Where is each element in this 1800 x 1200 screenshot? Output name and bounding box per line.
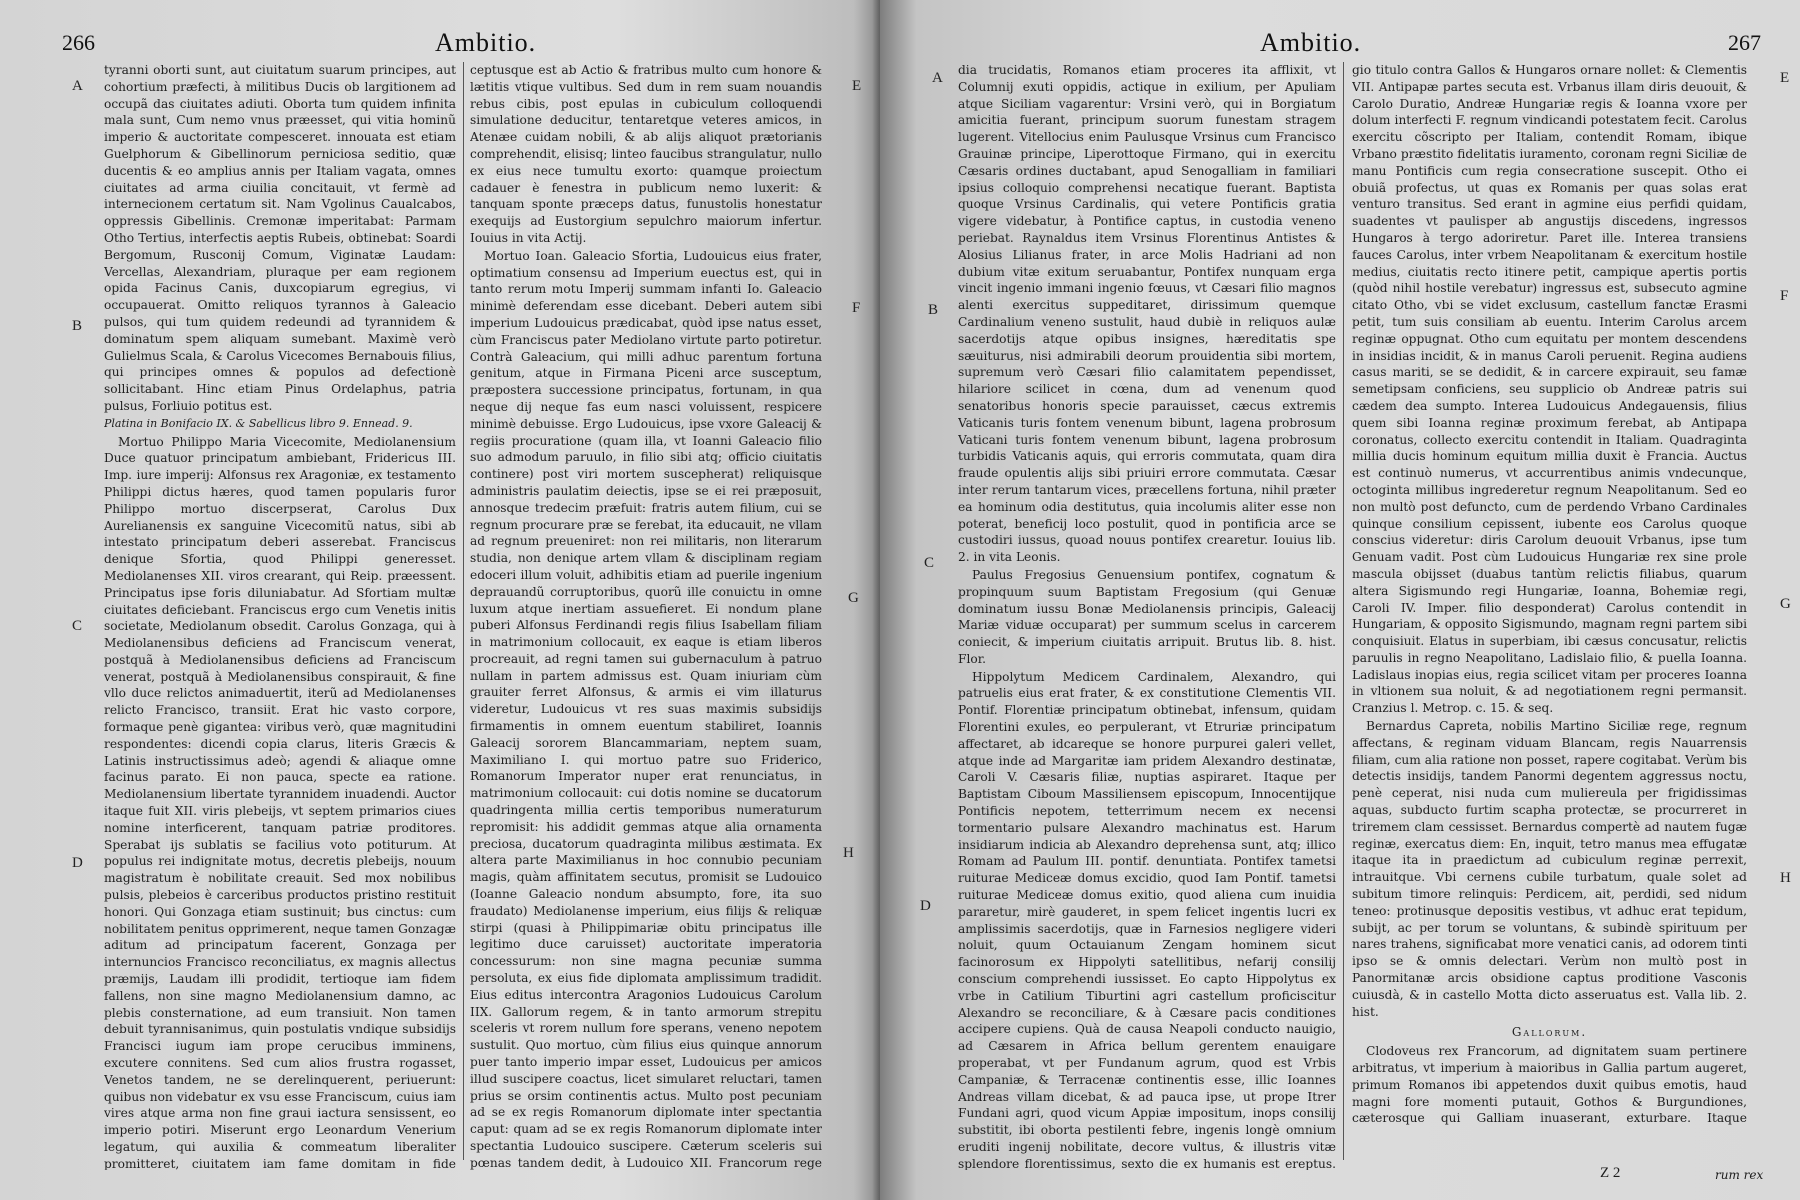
margin-letter-d: D <box>72 855 83 871</box>
margin-letter-b: B <box>928 302 939 318</box>
margin-letter-b: B <box>72 318 83 334</box>
catchword: rum rex <box>1715 1168 1764 1182</box>
margin-letter-h: H <box>1780 870 1791 886</box>
margin-letter-a: A <box>72 78 83 94</box>
signature-mark: Z 2 <box>1600 1165 1621 1181</box>
column-rule <box>1343 62 1344 1160</box>
right-column-2 <box>1352 62 1747 1130</box>
paragraph: Mortuo Philippo Maria Vicecomite, Mediolanensium Duce quatuor principatum ambiebant, Fridericus III. Imp. iure imperij: Alfonsus rex Aragoniæ, ex testamento Philippi dictus hæres, quod tamen popularis furor Philippo mortuo discerpserat, Carolus Dux Aurelianensis ex sanguine Vicecomitũ natus, sibi ab intestato principatum deberi asserebat. Franciscus denique Sfortia, quod Philippi generesset. Mediolanenses XII. viros crearant, qui Reip. præessent. Principatus ipse foris diluniabatur. Ad Sfortiam multæ ciuitates deficiebant. Franciscus ergo cum Venetis initis societate, Mediolanum obsedit. Carolus Gonzaga, qui à Mediolanensibus deficiens ad Franciscum venerat, postquã à Mediolanensibus deficiens ad Franciscum venerat, postquã à Mediolanensibus conspirauit, & fine vllo duce relictos animaduertit, iterũ ad Mediolanenses relicto Francisco, transiit. Erat hic vasto corpore, formaque penè gigantea: viribus verò, quæ magnitudini respondentes: dicendi copia clarus, literis Græcis & Latinis instructissimus adeò; agendi & aliaque omne facinus parato. Ei non pauca, specte ea ratione. Mediolanensium libertate tyrannidem inuadendi. Auctor itaque fuit XII. viris plebeijs, vt septem primarios ciues nomine interficerent, tanquam patriæ proditores. Sperabat ijs sublatis se facilius voto potiturum. At populus rei indignitate motus, decretis plebeijs, nouum magistratum è nobilitate creauit. Sed mox nobilibus pulsis, plebeios è carceribus productos pristino restituit honori. Qui Gonzaga etiam sustinuit; bus cinctus: cum nobilitatem penitus opprimerent, neque tamen Gonzagæ aditum ad principatum facerent, Gonzaga per internuncios Francisco reconciliatus, ex magnis allectus præmijs, Laudam illi prodidit, tertioque iam fidem fallens, non sine magno Mediolanensium damno, ac plebis consternatione, ad eum transiuit. Non tamen debuit tyrannisanimus, quin postulatis vndique subsidijs Francisci iugum iam prope cerucibus imminens, excutere connitens. Sed cum alios frustra rogasset, Venetos tandem, ne se derelinquerent, periuerunt: quibus non videbatur ex vsu esse Franciscum, cuius iam vires atque arma non fine graui iactura sensissent, eo imperio potiri. Miserunt ergo Leonardum Venerium legatum, qui auxilia & commeatum liberaliter promitteret, ciuitatem iam fame domitam in fide <box>104 434 456 1170</box>
paragraph: gio titulo contra Gallos & Hungaros ornare nollet: & Clementis VII. Antipapæ partes secuta est. Vrbanus illam diris deuouit, & Carolo Duratio, Andreæ Hungariæ regis & Ioanna vxore per dolum interfecti F. regnum vindicandi potestatem fecit. Carolus exercitu cõscripto per Italiam, contendit Romam, ibique Vrbano præstito fidelitatis iuramento, coronam regni Siciliæ de manu Pontificis cum regia consecratione suscepit. Otho ei obuiã profectus, ut quas ex Romanis per quas solas erat venturo transitus. Sed erant in agmine eius perfidi quidam, suadentes vt paulisper ab angustijs discedens, ingressos Hungaros à tergo adoriretur. Paret ille. Interea transiens fauces Carolus, inter vrbem Neapolitanam & exercitum hostile medius, ciuitatis recto itinere petit, campique apertis portis (quòd nihil hostile verebatur) ingressus est, subsecuto agmine citato Otho, vbi se videt exclusum, castellum fanctæ Erasmi petit, tum suis consiliam ab euentu. Interim Carolus arcem reginæ oppugnat. Otho cum equitatu per montem descendens in insidias incidit, & in manus Caroli peruenit. Regina audiens casus mariti, se se dedidit, & in carcere expirauit, seu famæ semetipsam conficiens, seu supplicio ob Andreæ patris sui cædem dea sumpto. Interea Ludouicus Andegauensis, filius quem sibi Ioanna reginæ proximum ferebat, ab Antipapa coronatus, collecto exercitu contendit in Italiam. Quadraginta millia ducis hominum equitum millia duxit è Francia. Auctus est continuò numerus, vt accurrentibus animis vndecunque, octoginta millibus ingrederetur regnum Neapolitanum. Sed eo non multò post defuncto, cum de perdendo Vrbano Cardinales quinque consilium cepissent, iubente eos Carolus quoque conscius videretur: diris Carolum deuouit Vrbanus, ipse tum Genuam vadit. Post cùm Ludouicus Hungariæ rex sine prole mascula obijsset (duabus tantùm relictis filiabus, quarum altera Sigismundo regi Hungariæ, Ioanna, Bohemiæ regi, Caroli IV. Imper. filio desponderat) Carolus contendit in Hungariam, & opposito Sigismundo, magnam regni partem sibi conquisiuit. Elatus in superbiam, ibi cæsus concusatur, relictis paruulis in regno Neapolitano, Ladislaio filio, & puella Ioanna. Ladislaus inopias eius, regia scilicet vitam per proceres Ioanna in vltionem sua noluit, & ad negotiationem regni permansit. Cranzius l. Metrop. c. 15. & seq. <box>1352 63 1747 716</box>
paragraph: Hippolytum Medicem Cardinalem, Alexandro, qui patruelis eius erat frater, & ex constitutione Clementis VII. Pontif. Florentiæ principatum obtinebat, infensum, quidam Florentini exules, eo perpulerant, vt Etruriæ principatum affectaret, ab idcareque se honore purpurei galeri vellet, atque inde ad Margaritæ iam pridem Alexandro destinatæ, Caroli V. Cæsaris filiæ, nuptias aspiraret. Itaque per Baptistam Ciboum Massiliensem episcopum, Innocentijque Pontificis nepotem, tetterrimum necem ex necensi tormentario pulsare Alexandro machinatus est. Harum insidiarum indicia ab Alexandro deprehensa sunt, atq; illico Romam ad Paulum III. pontif. denuntiata. Pontifex tametsi ruiturae Mediceæ domus excidio, quod Iam Pontif. tametsi ruiturae Mediceæ domus exitio, quod aliena cum inuidia pararetur, mirè gauderet, in spem felicet ingentis lucri ex amplissimis sacerdotijs, quæ in Farnesios negligere videri noluit, quum Octauianum Zengam hominem sicut facinorosum ex Hippolyti satellitibus, nefarij consilij conscium comprehendi iussisset. Eo capto Hippolytus ex vrbe in Catilium Tiburtini agri castellum proficiscitur Alexandro se reconciliare, & à Cæsare pacis conditiones accipere cupiens. Quà de causa Neapoli conducto nauigio, ad Cæsarem in Africa bellum gerentem enauigare properabat, vt per Fundanum agrum, quod est Vrbis Campaniæ, & Terracenæ continentis esse, illic Ioannes Andreas villam dicebat, & ad pauca ipse, ut prope Itrer Fundani agri, quod vicum Appiæ impositum, inops consilij substitit, ibi oborta pestilenti febre, ingenis longè omnium eruditi ingenij nobilitate, decore vultus, & illustris vitæ splendore florentissimus, sexto die ex humanis est ereptus. <box>958 669 1336 1170</box>
paragraph: Bernardus Capreta, nobilis Martino Siciliæ rege, regnum affectans, & reginam viduam Blancam, regis Nauarrensis filiam, cum alia ratione non posset, rapere cogitabat. Verùm bis detectis insidijs, tandem Panormi degentem aggressus noctu, penè ceperat, nisi nuda cum muliereula per frigidissimas aquas, subducto furtim scapha protectæ, se procurreret in triremem clam cessisset. Bernardus compertè ad nautem fugæ reginæ, exercatus diem: En, inquit, tetro manus mea effugatæ itaque ita in praedictum ad cubiculum reginæ perrexit, intrauitque. Vbi cernens cubile turbatum, quale solet ad subitum timore relinquis: Perdicem, ait, perdidi, sed nidum teneo: protinusque depositis vestibus, vt adhuc erat tepidum, subijt, ac per torum se voluntans, & subindè spirituum per nares trahens, significabat more venatici canis, ad odorem tinti ipso se & omnis delectari. Verùm non multò post in Panormitanæ arcis obsidione captus proditione Vasconis cuiusdà, & in castello Motta dicto asseruatus est. Valla lib. 2. hist. <box>1352 719 1747 1019</box>
paragraph: ceptusque est ab Actio & fratribus multo cum honore & lætitis vtique vultibus. Sed dum in rem suam nouandis rebus cibis, post epulas in cubiculum colloquendi simulatione deducitur, tentaretque veteres amicos, in Atenæe cuidam nobili, & ab alijs aliquot prætorianis comprehendit, elisisq; linteo faucibus strangulatur, nullo ex eius nece tumultu exorto: quamque proiectum cadauer è fenestra in publicum nemo luxerit: & tanquam sponte præceps datus, funustolis honestatur exequijs ad Eustorgium sepulchro maiorum infertur. Iouius in vita Actij. <box>470 63 822 245</box>
margin-letter-e: E <box>1780 70 1790 86</box>
margin-letter-c: C <box>924 555 935 571</box>
left-column-1 <box>104 62 456 1170</box>
margin-letter-g: G <box>1780 596 1791 612</box>
margin-letter-f: F <box>852 300 861 316</box>
paragraph: Clodoveus rex Francorum, ad dignitatem suam pertinere arbitratus, vt imperium à maioribus in Gallia partum augeret, primum Romanos ibi appetendos duxit quibus emotis, haud magni fore momenti putauit, Gothos & Burgundiones, cæterosque qui Galliam inuaserant, exturbare. Itaque <box>1352 1044 1747 1126</box>
right-page <box>880 0 1800 1200</box>
left-page-number: 266 <box>62 30 95 55</box>
column-rule <box>463 62 464 1160</box>
paragraph: Mortuo Ioan. Galeacio Sfortia, Ludouicus eius frater, optimatium consensu ad Imperium euectus est, qui in tanto rerum motu Imperij summam infanti Io. Galeacio minimè deferendam esse dicebant. Deberi autem sibi imperium Ludouicus prædicabat, quòd ipse natus esset, cùm Franciscus pater Mediolano virtute parto potiretur. Contrà Galeacium, qui milli adhuc parentum fortuna genitum, atque in Firmana Piceni arce susceptum, præpostera successione principatus, fortunam, in qua neque dij neque fas eum nasci voluissent, respicere minimè debuisse. Ergo Ludouicus, ipse vxore Galeacij & regiis procuratione (quam illa, vt Ioanni Galeacio filio suo admodum paruulo, in filio sibi atq; officio ciuitatis continere) post viri mortem suscepherat) reliquisque administris paulatim deiectis, ipse se ei rei præposuit, annosque tredecim præfuit: fratris autem filium, cui se regnum procurare præ se ferebat, ita educauit, ne vllam ad regnum preueniret: non rei militaris, non literarum studia, non denique artem vllam & disciplinam regiam edoceri illum voluit, adhibitis etiam ad puerile ingenium deprauandũ corruptoribus, quorũ ille conuictu in omne luxum atque inertiam assuefieret. Ei nondum plane puberi Alfonsus Ferdinandi regis filius Isabellam filiam in matrimonium collocauit, ex eaque is etiam liberos procreauit, ad regni tamen sui gubernaculum à patruo nullam in partem admissus est. Quam iniuriam cùm grauiter ferret Alfonsus, & armis ei vim illaturus videretur, Ludouicus vt res suas maximis subsidijs firmamentis in omnem euentum stabiliret, Ioannis Galeacij sororem Blancammariam, neptem suam, Maximiliano I. qui mortuo patre suo Friderico, Romanorum Imperator nuper erat renunciatus, in matrimonium collocauit: cui dotis nomine se ducatorum quadringenta millia certis temporibus numeraturum repromisit: his addidit gemmas atque alia ornamenta preciosa, ducatorum quadraginta milibus æstimata. Ex altera parte Maximilianus in hoc connubio pecuniam magis, quàm affinitatem secutus, promisit se Ludouico (Ioanne Galeacio nondum absumpto, fore, ita suo fraudato) Mediolanense imperium, eius filijs & reliquæ stirpi (quasi à Philippimariæ obitu principatus ille legitimo duce caruisset) auctoritate imperatoria concessurum: non sine magna pecuniæ summa persoluta, ex eius fide diplomata amplissimum tradidit. Eius editus intercontra Aragonios Ludouicus Carolum IIX. Gallorum regem, & in tanto armorum strepitu sceleris vt rorem nullum fore sperans, veneno nepotem sustulit. Quo mortuo, cùm filius eius quinque annorum puer tanto imperio impar esset, Ludouicus per amicos illud suscipere coactus, licet simularet reluctari, tamen prius se orsim continentis actus. Multo post pecuniam ad se ex regis Romanorum diplomate inter spectantia caput: quam ad se ex regis Romanorum diplomate inter spectantia Ludouico suscipere. Cæterum sceleris sui pœnas tandem dedit, à Ludouico XII. Francorum rege <box>470 248 822 1170</box>
right-column-1 <box>958 62 1336 1170</box>
left-page <box>0 0 880 1200</box>
right-page-number: 267 <box>1728 30 1761 55</box>
citation: Platina in Bonifacio IX. & Sabellicus libro 9. Ennead. 9. <box>104 416 413 430</box>
margin-letter-g: G <box>848 590 859 606</box>
left-running-title: Ambitio. <box>435 28 537 57</box>
section-heading: Gallorum. <box>1511 1025 1588 1040</box>
paragraph: dia trucidatis, Romanos etiam proceres ita afflixit, vt Columnij exuti oppidis, actique in exilium, per Apuliam atque Siciliam vagarentur: Vrsini verò, qui in Borgiatum amicitia fuerant, principum suorum funestam stragem lugerent. Vitellocius enim Paulusque Vrsinus cum Francisco Grauinæ principe, Liperottoque Firmano, qui in exercitu Cæsaris ordines ductabant, apud Senogalliam in familiari ipsius colloquio comprehensi necatique fuerant. Baptista quoque Vrsinus Cardinalis, qui vetere Pontificis gratia vigere videbatur, à Pontifice captus, in custodia veneno periebat. Raynaldus item Vrsinus Florentinus Antistes & Alosius Lilianus frater, in arce Molis Hadriani ad non dubium vitæ exitum seruabantur, Pontifex nunquam erga vincit ingenio immani ingenio fœuus, vt Cæsari filio magnos alenti exercitus suppeditaret, dirissimum quemque Cardinalium veneno sustulit, haud dubiè in reliquos aulæ sacerdotijs atque opibus insignes, hæreditatis spe sæuiturus, nisi admirabili deorum prouidentia sibi mortem, supremum verò Cæsari filio calamitatem pependisset, hilariore scilicet in cœna, dum ad venenum quod senatoribus honoris specie parauisset, cæcus extremis Vaticanis turis fontem venenum bibunt, lagena probrosum Vaticani turis fontem venenum bibunt, lagena probrosum turbidis Vaticanis aquis, qui erroris commutata, quam dira fraude opulentis alijs sibi priuiri errore commutata. Cæsar inter rerum tantarum vices, præcellens fortuna, nihil præter ea hominum odia destitutus, quia incolumis aliter esse non poterat, beneficij loco postulit, quod in pontificia arce se custodiri iussus, quoad nouus pontifex crearetur. Iouius lib. 2. in vita Leonis. <box>958 63 1336 565</box>
margin-letter-d: D <box>920 898 931 914</box>
paragraph: tyranni oborti sunt, aut ciuitatum suarum principes, aut cohortium præfecti, à militibus Ducis ob largitionem ad occupã das ciuitates adiuti. Oborta tum quidem infinita mala sunt, Cum nemo vnus præesset, qui vitia hominũ imperio & auctoritate compesceret. innouata est etiam Guelphorum & Gibellinorum perniciosa seditio, quæ ducentis & eo amplius annis per Italiam vagata, omnes ciuitates ad arma ciuilia concitauit, vt fermè ad internecionem certatum sit. Nam Vgolinus Caualcabos, oppressis Gibellinis. Cremonæ imperitabat: Parmam Otho Tertius, interfectis aeptis Rubeis, obtinebat: Soardi Bergomum, Rusconij Comum, Viginatæ Laudam: Vercellas, Alexandriam, pluraque per eam regionem opida Facinus Canis, duxcopiarum egregius, vi occupauerat. Omitto reliquos tyrannos à Galeacio pulsos, qui tum quidem redeundi ad tyrannidem & dominatum spem aliquam sumebant. Maximè verò Gulielmus Scala, & Carolus Vicecomes Bernabouis filius, qui principes omnes & populos ad defectionè sollicitabant. Hinc etiam Pinus Ordelaphus, patria pulsus, Forliuio potitus est. <box>104 63 456 413</box>
left-column-2 <box>470 62 822 1170</box>
margin-letter-c: C <box>72 618 83 634</box>
margin-letter-e: E <box>852 78 862 94</box>
margin-letter-a: A <box>932 70 943 86</box>
right-running-title: Ambitio. <box>1260 28 1362 57</box>
margin-letter-f: F <box>1780 288 1789 304</box>
paragraph: Paulus Fregosius Genuensium pontifex, cognatum & propinquum suum Baptistam Fregosium (qui Genuæ dominatum iussu Bonæ Mediolanensis principis, Galeacij Mariæ viduæ occuparat) per summum scelus in carcerem coniecit, & imperium ciuitatis arripuit. Brutus lib. 8. hist. Flor. <box>958 567 1336 666</box>
margin-letter-h: H <box>843 845 854 861</box>
